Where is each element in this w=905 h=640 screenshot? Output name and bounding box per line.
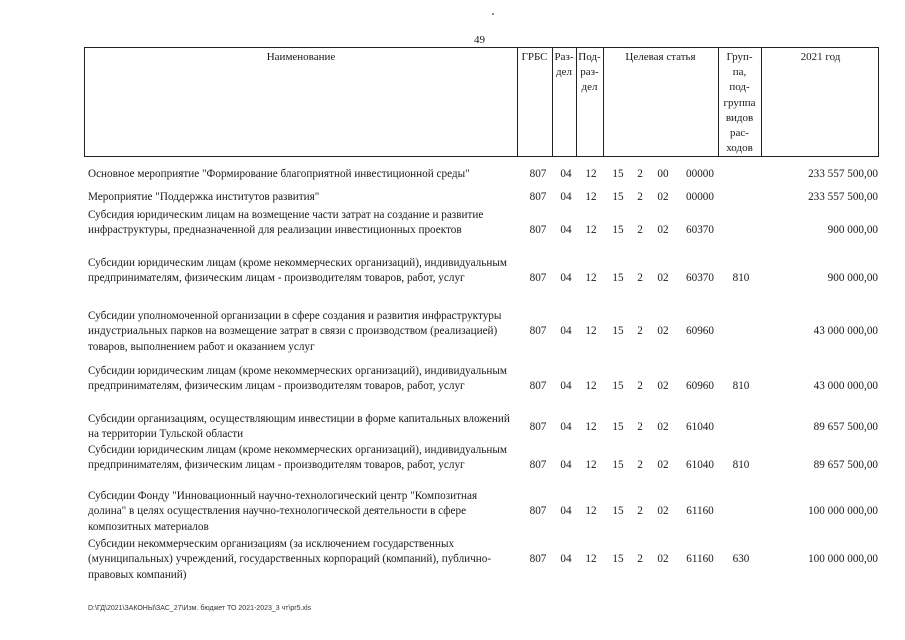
cell-grbs: 807 bbox=[529, 553, 547, 565]
cell-name: Субсидии юридическим лицам (кроме некоммерческих организаций), индивидуальным предпринимателям, физическим лицам - производителям товаров, работ, услуг bbox=[88, 444, 507, 472]
cell-target-event: 02 bbox=[657, 421, 669, 433]
cell-grbs: 807 bbox=[529, 505, 547, 517]
cell-name: Субсидии организациям, осуществляющим инвестиции в форме капитальных вложений на территории Тульской области bbox=[88, 413, 510, 441]
cell-target-direction: 61040 bbox=[686, 459, 714, 471]
cell-target-subprogram: 2 bbox=[637, 168, 643, 180]
cell-expense-type: 630 bbox=[732, 553, 750, 565]
cell-target-event: 02 bbox=[657, 553, 669, 565]
header-razdel bbox=[552, 50, 576, 80]
cell-razdel: 04 bbox=[560, 553, 572, 565]
cell-amount: 900 000,00 bbox=[827, 272, 878, 284]
cell-target-program: 15 bbox=[612, 325, 624, 337]
cell-name: Субсидии юридическим лицам (кроме некоммерческих организаций), индивидуальным предпринимателям, физическим лицам - производителям товаров, работ, услуг bbox=[88, 257, 507, 285]
cell-podrazdel: 12 bbox=[585, 272, 597, 284]
cell-podrazdel: 12 bbox=[585, 380, 597, 392]
cell-target-subprogram: 2 bbox=[637, 272, 643, 284]
cell-target-event: 02 bbox=[657, 459, 669, 471]
cell-target-program: 15 bbox=[612, 421, 624, 433]
cell-target-subprogram: 2 bbox=[637, 505, 643, 517]
cell-razdel: 04 bbox=[560, 325, 572, 337]
cell-target-direction: 00000 bbox=[686, 191, 714, 203]
cell-razdel: 04 bbox=[560, 380, 572, 392]
header-podrazdel-line: дел bbox=[581, 81, 598, 93]
header-group-line: Груп- bbox=[726, 51, 753, 63]
cell-grbs: 807 bbox=[529, 459, 547, 471]
cell-target-subprogram: 2 bbox=[637, 421, 643, 433]
header-target: Целевая статья bbox=[625, 51, 696, 63]
cell-target-event: 02 bbox=[657, 505, 669, 517]
header-grbs: ГРБС bbox=[521, 51, 548, 63]
cell-name: Субсидии некоммерческим организациям (за исключением государственных (муниципальных) учреждений, государственных корпораций (компаний), публично-правовых компаний) bbox=[88, 538, 492, 581]
cell-target-direction: 60370 bbox=[686, 224, 714, 236]
cell-target-event: 00 bbox=[657, 168, 669, 180]
cell-target-event: 02 bbox=[657, 272, 669, 284]
cell-target-subprogram: 2 bbox=[637, 224, 643, 236]
cell-target-program: 15 bbox=[612, 380, 624, 392]
cell-target-direction: 61160 bbox=[686, 505, 714, 517]
page-number: 49 bbox=[474, 34, 485, 46]
header-group-line: па, bbox=[732, 66, 747, 79]
cell-target-direction: 60370 bbox=[686, 272, 714, 284]
cell-grbs: 807 bbox=[529, 224, 547, 236]
cell-podrazdel: 12 bbox=[585, 459, 597, 471]
cell-target-program: 15 bbox=[612, 459, 624, 471]
cell-podrazdel: 12 bbox=[585, 191, 597, 203]
header-group-line: ходов bbox=[726, 142, 753, 155]
cell-grbs: 807 bbox=[529, 325, 547, 337]
cell-amount: 89 657 500,00 bbox=[813, 459, 878, 471]
cell-razdel: 04 bbox=[560, 505, 572, 517]
cell-target-subprogram: 2 bbox=[637, 459, 643, 471]
cell-target-subprogram: 2 bbox=[637, 380, 643, 392]
cell-podrazdel: 12 bbox=[585, 224, 597, 236]
cell-razdel: 04 bbox=[560, 459, 572, 471]
cell-grbs: 807 bbox=[529, 272, 547, 284]
cell-amount: 900 000,00 bbox=[827, 224, 878, 236]
cell-target-program: 15 bbox=[612, 168, 624, 180]
cell-podrazdel: 12 bbox=[585, 168, 597, 180]
cell-amount: 233 557 500,00 bbox=[808, 191, 878, 203]
cell-target-direction: 61040 bbox=[686, 421, 714, 433]
cell-target-subprogram: 2 bbox=[637, 553, 643, 565]
cell-expense-type: 810 bbox=[732, 272, 750, 284]
cell-target-program: 15 bbox=[612, 553, 624, 565]
header-podrazdel-line: раз- bbox=[580, 66, 599, 78]
cell-podrazdel: 12 bbox=[585, 325, 597, 337]
header-razdel-line: дел bbox=[556, 66, 572, 78]
cell-name: Субсидии уполномоченной организации в сфере создания и развития инфраструктуры индустриальных парков на возмещение затрат в связи с производством (реализацией) товаров, выполнением работ и оказанием услуг bbox=[88, 310, 502, 353]
file-path-footer: D:\ГД\2021\ЗАКОНЫ\ЗАС_27\Изм. бюджет ТО 2021-2023_3 чт\pr5.xls bbox=[88, 605, 312, 612]
cell-target-subprogram: 2 bbox=[637, 191, 643, 203]
table-header bbox=[84, 47, 879, 157]
cell-target-event: 02 bbox=[657, 380, 669, 392]
cell-grbs: 807 bbox=[529, 421, 547, 433]
cell-razdel: 04 bbox=[560, 421, 572, 433]
cell-target-direction: 00000 bbox=[686, 168, 714, 180]
cell-podrazdel: 12 bbox=[585, 505, 597, 517]
header-podrazdel-line: Под- bbox=[578, 51, 601, 63]
cell-grbs: 807 bbox=[529, 380, 547, 392]
header-name: Наименование bbox=[266, 51, 336, 63]
cell-target-subprogram: 2 bbox=[637, 325, 643, 337]
cell-target-direction: 60960 bbox=[686, 380, 714, 392]
cell-razdel: 04 bbox=[560, 191, 572, 203]
header-podrazdel bbox=[576, 50, 603, 95]
cell-name: Субсидия юридическим лицам на возмещение части затрат на создание и развитие инфраструктуры, предназначенной для реализации инвестиционных проектов bbox=[88, 209, 484, 237]
cell-target-direction: 60960 bbox=[686, 325, 714, 337]
page-mark bbox=[492, 13, 494, 15]
cell-target-event: 02 bbox=[657, 325, 669, 337]
cell-name: Основное мероприятие "Формирование благоприятной инвестиционной среды" bbox=[88, 168, 470, 180]
header-razdel-line: Раз- bbox=[554, 51, 574, 63]
cell-target-program: 15 bbox=[612, 272, 624, 284]
cell-razdel: 04 bbox=[560, 224, 572, 236]
header-group-line: видов bbox=[725, 111, 754, 124]
cell-amount: 89 657 500,00 bbox=[813, 421, 878, 433]
cell-name: Мероприятие "Поддержка институтов развития" bbox=[88, 191, 320, 203]
cell-target-program: 15 bbox=[612, 224, 624, 236]
header-group-line: под- bbox=[729, 81, 750, 94]
cell-name: Субсидии юридическим лицам (кроме некоммерческих организаций), индивидуальным предпринимателям, физическим лицам - производителям товаров, работ, услуг bbox=[88, 365, 507, 393]
cell-expense-type: 810 bbox=[732, 459, 750, 471]
cell-grbs: 807 bbox=[529, 168, 547, 180]
cell-name: Субсидии Фонду "Инновационный научно-технологический центр "Композитная долина" в целях осуществления научно-технологической деятельности в сфере композитных материалов bbox=[88, 490, 478, 533]
header-year: 2021 год bbox=[800, 51, 841, 63]
cell-target-program: 15 bbox=[612, 505, 624, 517]
cell-target-program: 15 bbox=[612, 191, 624, 203]
cell-target-event: 02 bbox=[657, 224, 669, 236]
cell-razdel: 04 bbox=[560, 168, 572, 180]
cell-target-direction: 61160 bbox=[686, 553, 714, 565]
cell-amount: 43 000 000,00 bbox=[813, 380, 878, 392]
cell-amount: 43 000 000,00 bbox=[813, 325, 878, 337]
cell-expense-type: 810 bbox=[732, 380, 750, 392]
cell-podrazdel: 12 bbox=[585, 421, 597, 433]
cell-amount: 100 000 000,00 bbox=[808, 505, 878, 517]
cell-amount: 100 000 000,00 bbox=[808, 553, 878, 565]
cell-grbs: 807 bbox=[529, 191, 547, 203]
header-group-line: группа bbox=[723, 96, 756, 109]
cell-target-event: 02 bbox=[657, 191, 669, 203]
cell-razdel: 04 bbox=[560, 272, 572, 284]
header-group bbox=[718, 50, 761, 156]
header-group-line: рас- bbox=[730, 127, 749, 140]
cell-podrazdel: 12 bbox=[585, 553, 597, 565]
cell-amount: 233 557 500,00 bbox=[808, 168, 878, 180]
